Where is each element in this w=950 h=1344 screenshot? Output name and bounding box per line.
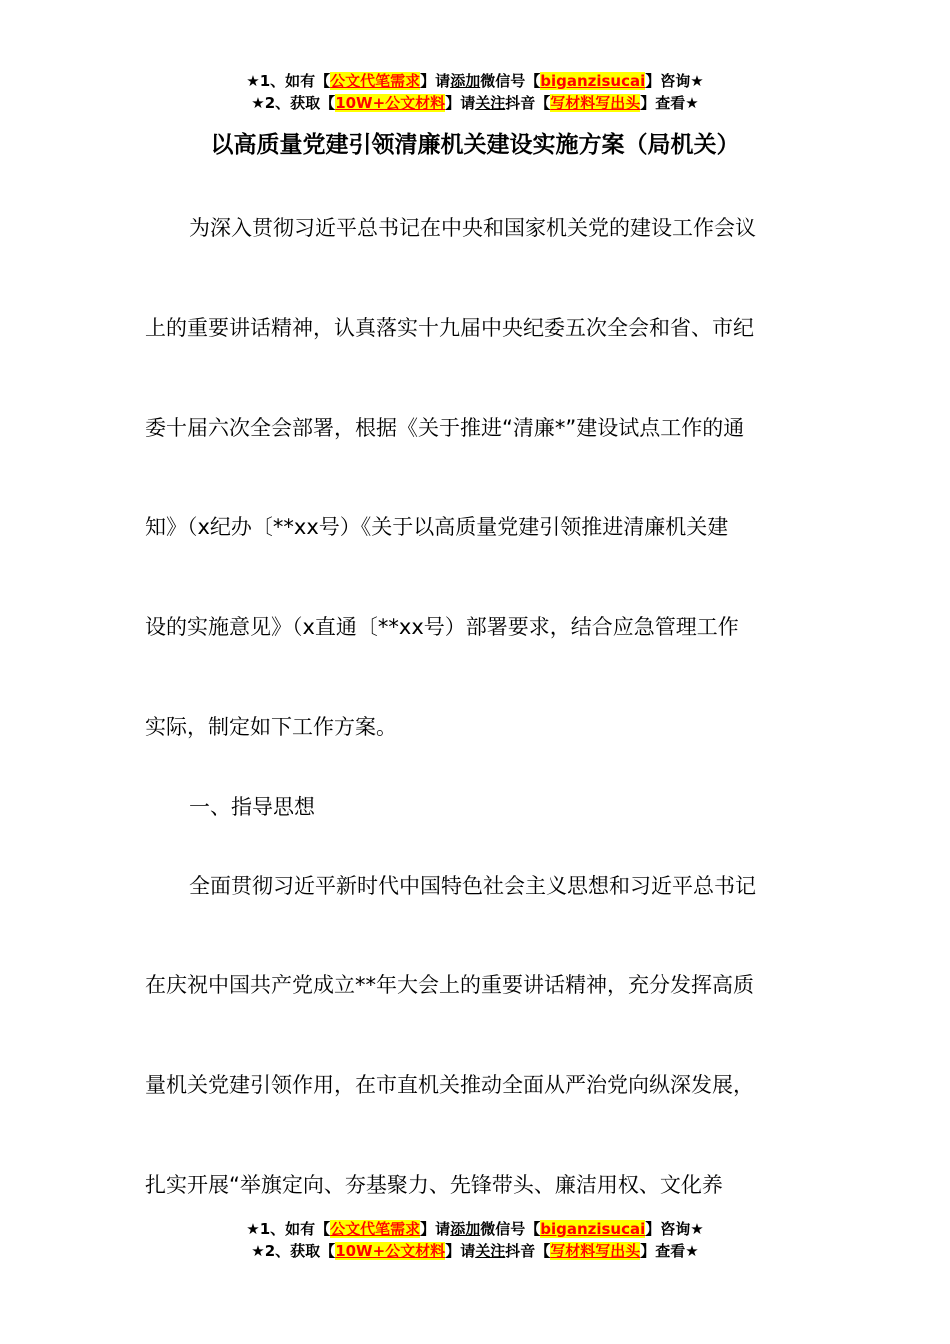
banner-text: 微信号【 <box>480 72 541 90</box>
body-line: 委十届六次全会部署，根据《关于推进“清廉*”建设试点工作的通 <box>145 416 745 440</box>
banner-text: ★1、如有【 <box>246 1220 331 1238</box>
banner-text: 】查看★ <box>640 1242 699 1260</box>
body-line: 实际，制定如下工作方案。 <box>145 715 397 739</box>
banner-text: 抖音【 <box>505 94 551 112</box>
banner-text: ★2、获取【 <box>251 94 336 112</box>
banner-highlight: biganzisucai <box>540 1220 646 1238</box>
banner-highlight: 写材料写出头 <box>550 94 641 112</box>
body-line: 量机关党建引领作用，在市直机关推动全面从严治党向纵深发展， <box>145 1073 754 1097</box>
body-line: 上的重要讲话精神，认真落实十九届中央纪委五次全会和省、市纪 <box>145 316 754 340</box>
banner-highlight: 10W+公文材料 <box>335 1242 446 1260</box>
banner-emphasis: 添加 <box>450 1220 481 1238</box>
banner-text: 抖音【 <box>505 1242 551 1260</box>
header-banner <box>0 70 950 114</box>
document-title: 以高质量党建引领清廉机关建设实施方案（局机关） <box>210 132 740 158</box>
banner-text: ★2、获取【 <box>251 1242 336 1260</box>
banner-text: 】咨询★ <box>645 72 704 90</box>
body-line: 全面贯彻习近平新时代中国特色社会主义思想和习近平总书记 <box>189 874 756 898</box>
footer-banner <box>0 1218 950 1262</box>
body-line: 为深入贯彻习近平总书记在中央和国家机关党的建设工作会议 <box>189 216 756 240</box>
banner-line-1 <box>0 70 950 92</box>
body-line: 设的实施意见》（x直通〔**xx号）部署要求，结合应急管理工作 <box>145 615 739 639</box>
banner-line-2 <box>0 92 950 114</box>
body-line: 在庆祝中国共产党成立**年大会上的重要讲话精神，充分发挥高质 <box>145 973 754 997</box>
banner-line-2 <box>0 1240 950 1262</box>
banner-text: 微信号【 <box>480 1220 541 1238</box>
banner-emphasis: 关注 <box>475 94 506 112</box>
banner-text: 】查看★ <box>640 94 699 112</box>
banner-text: ★1、如有【 <box>246 72 331 90</box>
body-line: 扎实开展“举旗定向、夯基聚力、先锋带头、廉洁用权、文化养 <box>145 1173 723 1197</box>
banner-highlight: 10W+公文材料 <box>335 94 446 112</box>
body-line: 知》（x纪办〔**xx号）《关于以高质量党建引领推进清廉机关建 <box>145 515 729 539</box>
banner-emphasis: 关注 <box>475 1242 506 1260</box>
section-heading: 一、指导思想 <box>189 795 315 819</box>
banner-highlight: 公文代笔需求 <box>330 1220 421 1238</box>
banner-text: 】请 <box>445 94 476 112</box>
banner-text: 】请 <box>420 1220 451 1238</box>
banner-text: 】咨询★ <box>645 1220 704 1238</box>
banner-highlight: 公文代笔需求 <box>330 72 421 90</box>
banner-text: 】请 <box>420 72 451 90</box>
banner-text: 】请 <box>445 1242 476 1260</box>
banner-highlight: biganzisucai <box>540 72 646 90</box>
banner-line-1 <box>0 1218 950 1240</box>
banner-emphasis: 添加 <box>450 72 481 90</box>
banner-highlight: 写材料写出头 <box>550 1242 641 1260</box>
